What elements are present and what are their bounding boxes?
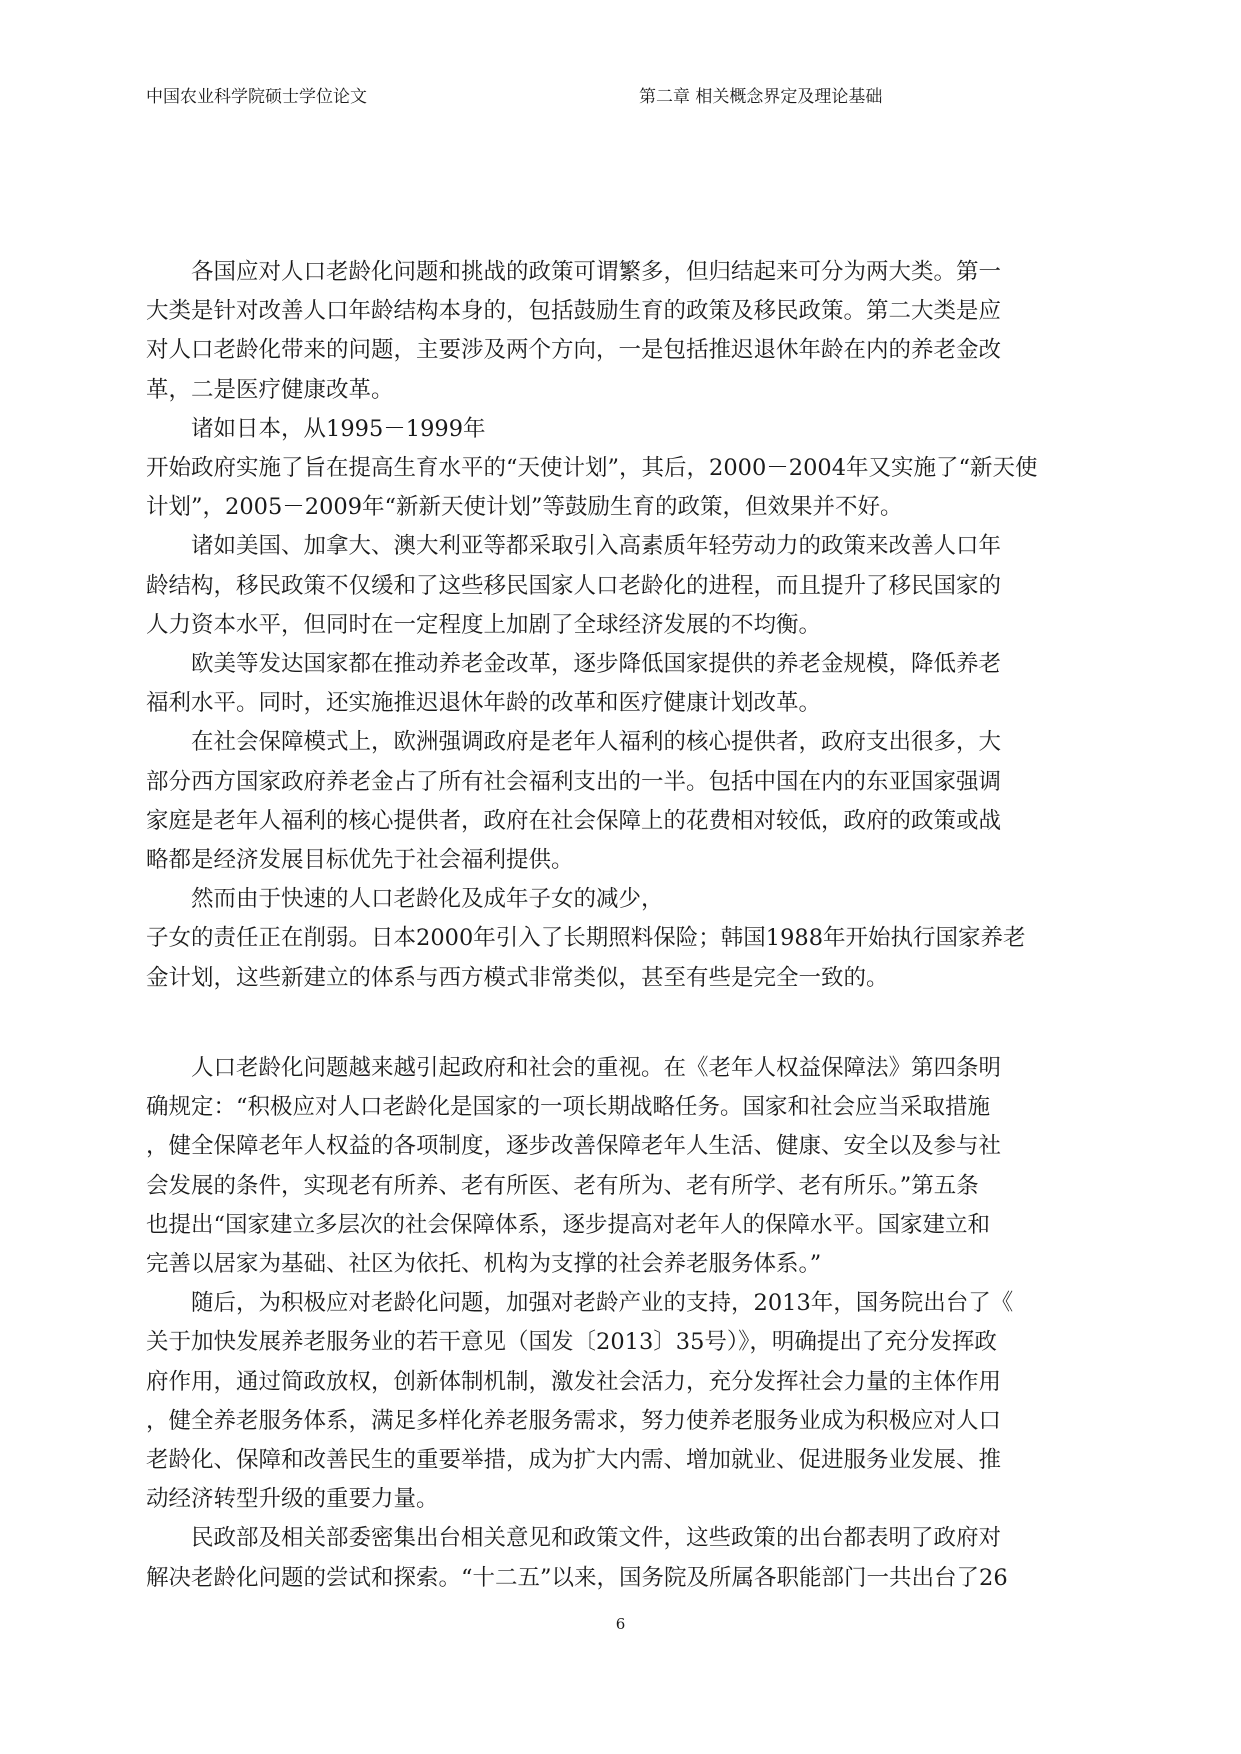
text-line: ，健全保障老年人权益的各项制度，逐步改善保障老年人生活、健康、安全以及参与社: [146, 1133, 1002, 1160]
text-line: 人力资本水平，但同时在一定程度上加剧了全球经济发展的不均衡。: [146, 611, 822, 638]
text-line: 完善以居家为基础、社区为依托、机构为支撑的社会养老服务体系。”: [146, 1251, 822, 1278]
text-line: 部分西方国家政府养老金占了所有社会福利支出的一半。包括中国在内的东亚国家强调: [146, 768, 1002, 795]
header-chapter-title: 第二章 相关概念界定及理论基础: [639, 87, 883, 107]
paragraph: [146, 645, 1096, 723]
text-line: 大类是针对改善人口年龄结构本身的，包括鼓励生育的政策及移民政策。第二大类是应: [146, 298, 1002, 325]
text-line: 老龄化、保障和改善民生的重要举措，成为扩大内需、增加就业、促进服务业发展、推: [146, 1447, 1002, 1474]
text-line: 诸如日本，从1995－1999年: [191, 415, 486, 442]
text-line: 解决老龄化问题的尝试和探索。“十二五”以来，国务院及所属各职能部门一共出台了26: [146, 1564, 1008, 1591]
paragraph: [146, 1049, 1096, 1284]
text-line: 金计划，这些新建立的体系与西方模式非常类似，甚至有些是完全一致的。: [146, 964, 889, 991]
text-line: 福利水平。同时，还实施推迟退休年龄的改革和医疗健康计划改革。: [146, 690, 822, 717]
paragraph: [146, 253, 1096, 410]
paragraph: [146, 1519, 1096, 1597]
text-line: 对人口老龄化带来的问题，主要涉及两个方向，一是包括推迟退休年龄在内的养老金改: [146, 337, 1002, 364]
paragraph: [146, 880, 1096, 998]
text-line: 民政部及相关部委密集出台相关意见和政策文件，这些政策的出台都表明了政府对: [191, 1525, 1002, 1552]
running-header: [146, 84, 1106, 110]
paragraph: [146, 1284, 1096, 1519]
text-line: 诸如美国、加拿大、澳大利亚等都采取引入高素质年轻劳动力的政策来改善人口年: [191, 533, 1002, 560]
text-line: 人口老龄化问题越来越引起政府和社会的重视。在《老年人权益保障法》第四条明: [191, 1055, 1002, 1081]
body-section: [146, 253, 1096, 998]
paragraph: [146, 723, 1096, 880]
text-line: 然而由于快速的人口老龄化及成年子女的减少，: [191, 886, 664, 913]
text-line: 确规定：“积极应对人口老龄化是国家的一项长期战略任务。国家和社会应当采取措施: [146, 1094, 991, 1121]
text-line: 欧美等发达国家都在推动养老金改革，逐步降低国家提供的养老金规模，降低养老: [191, 651, 1002, 678]
text-line: 家庭是老年人福利的核心提供者，政府在社会保障上的花费相对较低，政府的政策或战: [146, 807, 1002, 834]
text-line: ，健全养老服务体系，满足多样化养老服务需求，努力使养老服务业成为积极应对人口: [146, 1407, 1002, 1434]
paragraph: [146, 527, 1096, 645]
text-line: 动经济转型升级的重要力量。: [146, 1486, 439, 1513]
text-line: 在社会保障模式上，欧洲强调政府是老年人福利的核心提供者，政府支出很多，大: [191, 729, 1002, 756]
text-line: 子女的责任正在削弱。日本2000年引入了长期照料保险；韩国1988年开始执行国家养老: [146, 925, 1026, 952]
paragraph: [146, 410, 1096, 528]
text-line: 会发展的条件，实现老有所养、老有所医、老有所为、老有所学、老有所乐。”第五条: [146, 1172, 979, 1199]
text-line: 开始政府实施了旨在提高生育水平的“天使计划”，其后，2000－2004年又实施了“新天使: [146, 455, 1038, 482]
text-line: 计划”，2005－2009年“新新天使计划”等鼓励生育的政策，但效果并不好。: [146, 494, 903, 521]
text-line: 随后，为积极应对老龄化问题，加强对老龄产业的支持，2013年，国务院出台了《: [191, 1290, 1014, 1317]
page-number: 6: [615, 1615, 626, 1633]
header-thesis-title: 中国农业科学院硕士学位论文: [146, 87, 367, 107]
text-line: 关于加快发展养老服务业的若干意见（国发〔2013〕35号）》，明确提出了充分发挥政: [146, 1329, 997, 1356]
text-line: 府作用，通过简政放权，创新体制机制，激发社会活力，充分发挥社会力量的主体作用: [146, 1368, 1002, 1395]
text-line: 龄结构，移民政策不仅缓和了这些移民国家人口老龄化的进程，而且提升了移民国家的: [146, 572, 1002, 599]
body-section: [146, 1049, 1096, 1598]
text-line: 略都是经济发展目标优先于社会福利提供。: [146, 847, 574, 874]
text-line: 革，二是医疗健康改革。: [146, 376, 394, 403]
text-line: 也提出“国家建立多层次的社会保障体系，逐步提高对老年人的保障水平。国家建立和: [146, 1211, 991, 1238]
text-line: 各国应对人口老龄化问题和挑战的政策可谓繁多，但归结起来可分为两大类。第一: [191, 259, 1002, 285]
